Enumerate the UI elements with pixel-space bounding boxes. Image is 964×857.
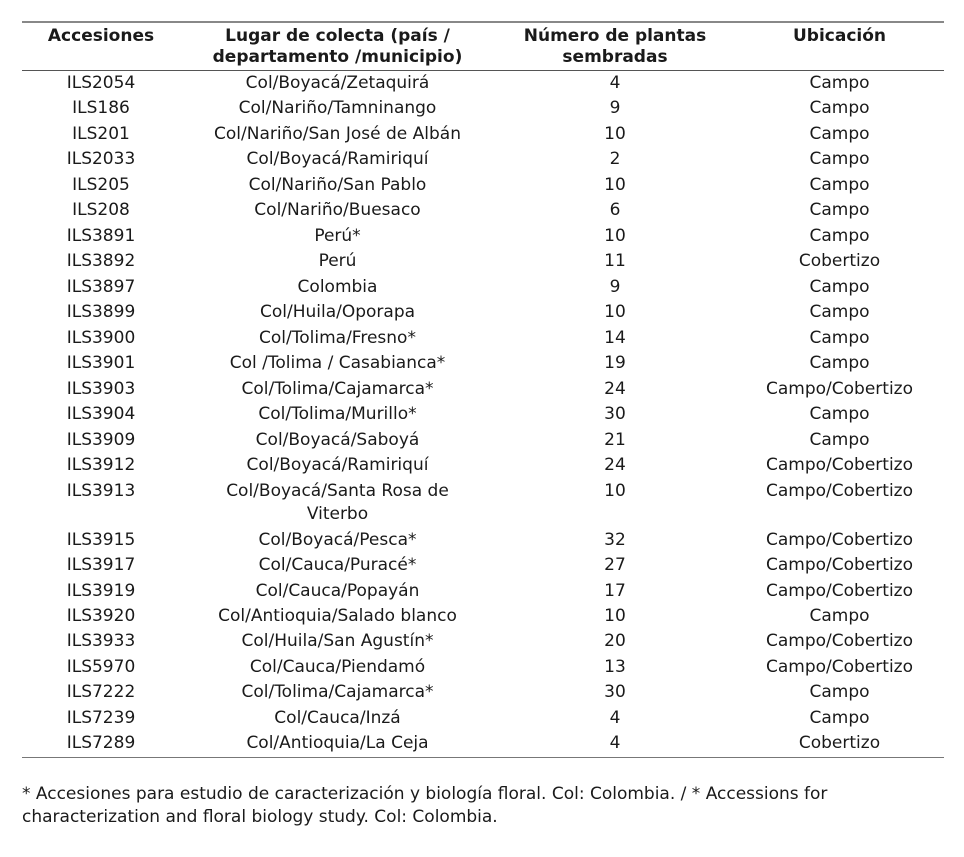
cell-accession: ILS201 (72, 123, 130, 144)
cell-accession: ILS2033 (66, 149, 136, 170)
cell-plant-count: 4 (609, 73, 621, 93)
cell-location: Col/Tolima/Cajamarca* (241, 682, 434, 703)
cell-accession: ILS2054 (66, 73, 136, 93)
cell-accession: ILS208 (72, 200, 130, 221)
table-row (22, 453, 944, 478)
cell-plant-count: 19 (604, 353, 626, 374)
cell-accession: ILS3891 (66, 225, 136, 246)
cell-site: Campo (809, 302, 870, 323)
cell-plant-count: 21 (604, 429, 626, 450)
cell-location: Perú* (314, 225, 361, 246)
cell-site: Campo/Cobertizo (766, 580, 913, 601)
cell-site: Campo (809, 225, 870, 246)
cell-location: Col/Nariño/Buesaco (254, 200, 421, 221)
table-row (22, 479, 944, 528)
cell-site: Campo (809, 682, 870, 703)
cell-site: Campo (809, 429, 870, 450)
table-row (22, 71, 944, 97)
cell-site: Campo (809, 174, 870, 195)
cell-plant-count: 4 (495, 731, 735, 757)
table-row (22, 428, 944, 453)
table-row (22, 553, 944, 578)
table-row (22, 300, 944, 325)
cell-location: Col/Boyacá/Santa Rosa de Viterbo (226, 480, 449, 525)
table-row (22, 680, 944, 705)
header-ubicacion: Ubicación (735, 22, 944, 71)
cell-plant-count: 11 (604, 251, 626, 272)
table-body (22, 71, 944, 758)
cell-accession: ILS3933 (66, 631, 136, 652)
cell-location: Col/Cauca/Inzá (274, 707, 401, 728)
cell-location: Col/Boyacá/Ramiriquí (246, 149, 429, 170)
cell-location: Colombia (297, 276, 378, 297)
cell-site: Campo (809, 353, 870, 374)
cell-plant-count: 10 (604, 605, 626, 626)
cell-location: Col/Boyacá/Ramiriquí (246, 455, 429, 476)
cell-site: Campo (809, 73, 870, 93)
table-row (22, 706, 944, 731)
table-row (22, 224, 944, 249)
cell-accession: ILS3917 (66, 555, 136, 576)
cell-accession: ILS3900 (66, 327, 136, 348)
cell-plant-count: 9 (609, 276, 621, 297)
cell-plant-count: 10 (604, 480, 626, 501)
table-row (22, 173, 944, 198)
cell-site: Campo (809, 327, 870, 348)
table-row (22, 629, 944, 654)
cell-plant-count: 10 (604, 302, 626, 323)
cell-site: Cobertizo (735, 731, 944, 757)
cell-site: Campo/Cobertizo (766, 555, 913, 576)
cell-plant-count: 9 (609, 98, 621, 119)
cell-location: Col/Nariño/San Pablo (248, 174, 427, 195)
table-row (22, 351, 944, 376)
cell-site: Campo/Cobertizo (766, 378, 913, 399)
cell-accession: ILS3901 (66, 353, 136, 374)
footnote: * Accesiones para estudio de caracterización y biología floral. Col: Colombia. / * Accessions for characterization and floral biology study. Col: Colombia. (22, 784, 828, 827)
table-row (22, 147, 944, 172)
cell-accession: ILS3915 (66, 529, 136, 550)
cell-location: Perú (318, 251, 357, 272)
cell-site: Campo/Cobertizo (766, 631, 913, 652)
cell-plant-count: 4 (609, 707, 621, 728)
cell-plant-count: 24 (604, 378, 626, 399)
cell-accession: ILS3904 (66, 404, 136, 425)
cell-accession: ILS3920 (66, 605, 136, 626)
cell-location: Col/Tolima/Murillo* (258, 404, 417, 425)
cell-site: Campo/Cobertizo (766, 455, 913, 476)
cell-accession: ILS5970 (66, 656, 136, 677)
accessions-table (22, 21, 944, 758)
table-row (22, 249, 944, 274)
table-row (22, 731, 944, 757)
table-row (22, 528, 944, 553)
cell-location: Col/Tolima/Cajamarca* (241, 378, 434, 399)
cell-accession: ILS3897 (66, 276, 136, 297)
table-row (22, 96, 944, 121)
cell-accession: ILS3919 (66, 580, 136, 601)
cell-location: Col/Boyacá/Zetaquirá (245, 73, 430, 93)
table-row (22, 402, 944, 427)
cell-plant-count: 10 (604, 123, 626, 144)
cell-accession: ILS3899 (66, 302, 136, 323)
cell-site: Cobertizo (798, 251, 881, 272)
cell-plant-count: 6 (609, 200, 621, 221)
cell-accession: ILS3909 (66, 429, 136, 450)
cell-plant-count: 24 (604, 455, 626, 476)
cell-site: Campo (809, 123, 870, 144)
cell-location: Col/Cauca/Popayán (255, 580, 420, 601)
cell-location: Col/Tolima/Fresno* (259, 327, 416, 348)
cell-plant-count: 20 (604, 631, 626, 652)
cell-location: Col/Nariño/Tamninango (238, 98, 437, 119)
table-row (22, 122, 944, 147)
cell-accession: ILS3912 (66, 455, 136, 476)
cell-plant-count: 30 (604, 682, 626, 703)
cell-site: Campo (809, 98, 870, 119)
cell-accession: ILS7289 (22, 731, 180, 757)
cell-plant-count: 10 (604, 225, 626, 246)
cell-plant-count: 30 (604, 404, 626, 425)
cell-site: Campo (809, 605, 870, 626)
cell-accession: ILS3913 (66, 480, 136, 501)
cell-site: Campo (809, 276, 870, 297)
cell-site: Campo/Cobertizo (766, 656, 913, 677)
cell-site: Campo/Cobertizo (766, 480, 913, 501)
cell-accession: ILS186 (72, 98, 130, 119)
cell-plant-count: 13 (604, 656, 626, 677)
header-numero: Número de plantas sembradas (495, 22, 735, 71)
table-row (22, 275, 944, 300)
table-row (22, 604, 944, 629)
cell-plant-count: 14 (604, 327, 626, 348)
cell-accession: ILS7222 (66, 682, 136, 703)
table-row (22, 377, 944, 402)
table-row (22, 198, 944, 223)
header-accesiones: Accesiones (22, 22, 180, 71)
cell-site: Campo (809, 707, 870, 728)
cell-location: Col/Antioquia/La Ceja (180, 731, 495, 757)
cell-accession: ILS3903 (66, 378, 136, 399)
cell-accession: ILS3892 (66, 251, 136, 272)
cell-plant-count: 2 (609, 149, 621, 170)
cell-plant-count: 10 (604, 174, 626, 195)
cell-site: Campo (809, 200, 870, 221)
cell-location: Col/Cauca/Piendamó (249, 656, 426, 677)
cell-location: Col/Antioquia/Salado blanco (218, 605, 457, 626)
cell-plant-count: 17 (604, 580, 626, 601)
cell-accession: ILS205 (72, 174, 130, 195)
table-row (22, 655, 944, 680)
cell-location: Col /Tolima / Casabianca* (229, 353, 446, 374)
cell-location: Col/Huila/Oporapa (259, 302, 416, 323)
header-lugar: Lugar de colecta (país / departamento /municipio) (180, 22, 495, 71)
cell-location: Col/Cauca/Puracé* (258, 555, 417, 576)
cell-plant-count: 32 (604, 529, 626, 550)
cell-plant-count: 27 (604, 555, 626, 576)
table-header-row (22, 22, 944, 71)
cell-accession: ILS7239 (66, 707, 136, 728)
cell-location: Col/Huila/San Agustín* (241, 631, 434, 652)
cell-site: Campo (809, 404, 870, 425)
table-row (22, 326, 944, 351)
cell-site: Campo/Cobertizo (766, 529, 913, 550)
cell-location: Col/Nariño/San José de Albán (214, 123, 461, 144)
cell-location: Col/Boyacá/Pesca* (258, 529, 417, 550)
table-row (22, 579, 944, 604)
cell-site: Campo (809, 149, 870, 170)
cell-location: Col/Boyacá/Saboyá (255, 429, 420, 450)
